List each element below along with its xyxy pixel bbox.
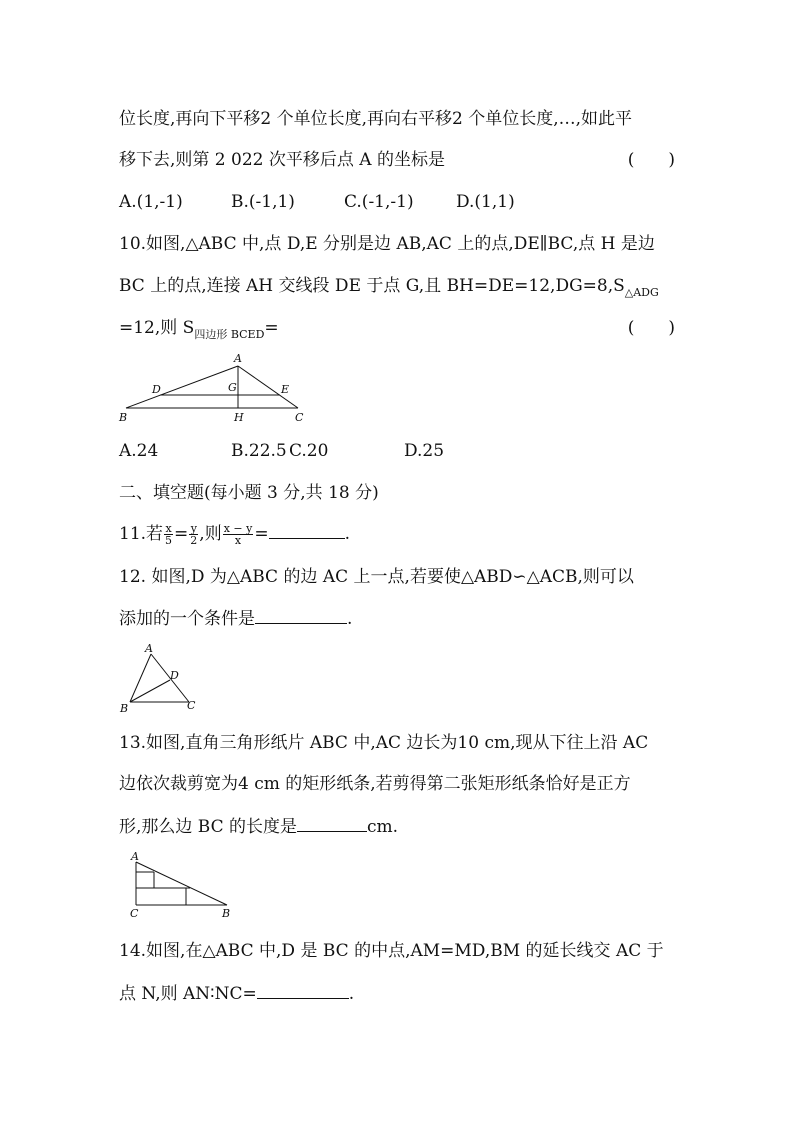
q12-text-line-1: 12. 如图,D 为△ABC 的边 AC 上一点,若要使△ABD∽△ACB,则可以 bbox=[119, 567, 634, 587]
q10-area-label: =12,则 S bbox=[119, 318, 195, 338]
q12-fig-label-d: D bbox=[170, 669, 179, 682]
q9-option-d: D.(1,1) bbox=[456, 192, 515, 212]
q10-area-subscript-bced: 四边形 BCED bbox=[194, 328, 265, 341]
q13-text-line-1: 13.如图,直角三角形纸片 ABC 中,AC 边长为10 cm,现从下往上沿 AC bbox=[119, 733, 649, 753]
q10-option-d: D.25 bbox=[404, 441, 445, 461]
q10-option-b: B.22.5 bbox=[231, 441, 287, 461]
q12-period: . bbox=[347, 609, 353, 629]
q11-frac3-numerator: x − y bbox=[223, 522, 253, 535]
q11-frac2-numerator: y bbox=[190, 522, 197, 535]
q10-answer-bracket: ( ) bbox=[627, 318, 675, 338]
q14-answer-blank[interactable] bbox=[257, 982, 349, 999]
q10-option-a: A.24 bbox=[119, 441, 159, 461]
q10-fig-label-c: C bbox=[295, 411, 304, 424]
q10-area-subscript-adg: △ADG bbox=[624, 286, 659, 299]
q9-stem: 移下去,则第 2 022 次平移后点 A 的坐标是 bbox=[119, 150, 445, 170]
q13-stem-line-3: 形,那么边 BC 的长度是 bbox=[119, 817, 298, 837]
q13-unit: cm. bbox=[367, 817, 399, 837]
q10-fig-label-g: G bbox=[228, 381, 237, 394]
q11-equals: = bbox=[174, 524, 189, 544]
section-heading-fill-in: 二、填空题(每小题 3 分,共 18 分) bbox=[119, 483, 379, 503]
q14-text-line-2 bbox=[119, 982, 675, 1005]
q11-frac1-denominator: 5 bbox=[165, 534, 173, 547]
q9-answer-bracket: ( ) bbox=[627, 150, 675, 170]
q11-frac1-numerator: x bbox=[165, 522, 172, 535]
q12-fig-label-a: A bbox=[145, 642, 153, 655]
q11-then: ,则 bbox=[199, 524, 222, 544]
q10-fig-label-h: H bbox=[234, 411, 244, 424]
q14-text-line-1: 14.如图,在△ABC 中,D 是 BC 的中点,AM=MD,BM 的延长线交 AC 于 bbox=[119, 941, 664, 961]
q11-frac3-denominator: x bbox=[234, 534, 242, 547]
q13-text-line-2: 边依次裁剪宽为4 cm 的矩形纸条,若剪得第二张矩形纸条恰好是正方 bbox=[119, 774, 631, 794]
q10-option-c: C.20 bbox=[289, 441, 329, 461]
q10-fig-label-e: E bbox=[281, 383, 290, 396]
q14-period: . bbox=[348, 984, 355, 1004]
q10-fig-label-b: B bbox=[119, 411, 128, 424]
q13-fig-label-a: A bbox=[131, 850, 139, 863]
q10-equals: = bbox=[264, 318, 279, 338]
q9-option-c: C.(-1,-1) bbox=[344, 192, 414, 212]
q12-fig-label-c: C bbox=[187, 699, 196, 712]
q14-stem-line-2: 点 N,则 AN∶NC= bbox=[119, 984, 257, 1004]
q11-equals-2: = bbox=[254, 524, 269, 544]
q11-frac2-denominator: 2 bbox=[190, 534, 198, 547]
q13-fig-label-c: C bbox=[130, 907, 139, 920]
q10-text-line-1: 10.如图,△ABC 中,点 D,E 分别是边 AB,AC 上的点,DE∥BC,点 H 是边 bbox=[119, 234, 655, 254]
q9-option-b: B.(-1,1) bbox=[231, 192, 295, 212]
q11-prefix: 11.若 bbox=[119, 524, 164, 544]
q9-option-a: A.(1,-1) bbox=[119, 192, 183, 212]
q12-fig-label-b: B bbox=[120, 702, 129, 715]
q11-period: . bbox=[344, 524, 350, 544]
q10-fig-label-a: A bbox=[234, 352, 242, 365]
q9-text-line-1: 位长度,再向下平移2 个单位长度,再向右平移2 个单位长度,…,如此平 bbox=[119, 109, 633, 129]
q10-stem-line-2: BC 上的点,连接 AH 交线段 DE 于点 G,且 BH=DE=12,DG=8,S bbox=[119, 276, 625, 296]
q13-fig-label-b: B bbox=[222, 907, 231, 920]
q12-stem-line-2: 添加的一个条件是 bbox=[119, 609, 255, 629]
q10-fig-label-d: D bbox=[152, 383, 161, 396]
